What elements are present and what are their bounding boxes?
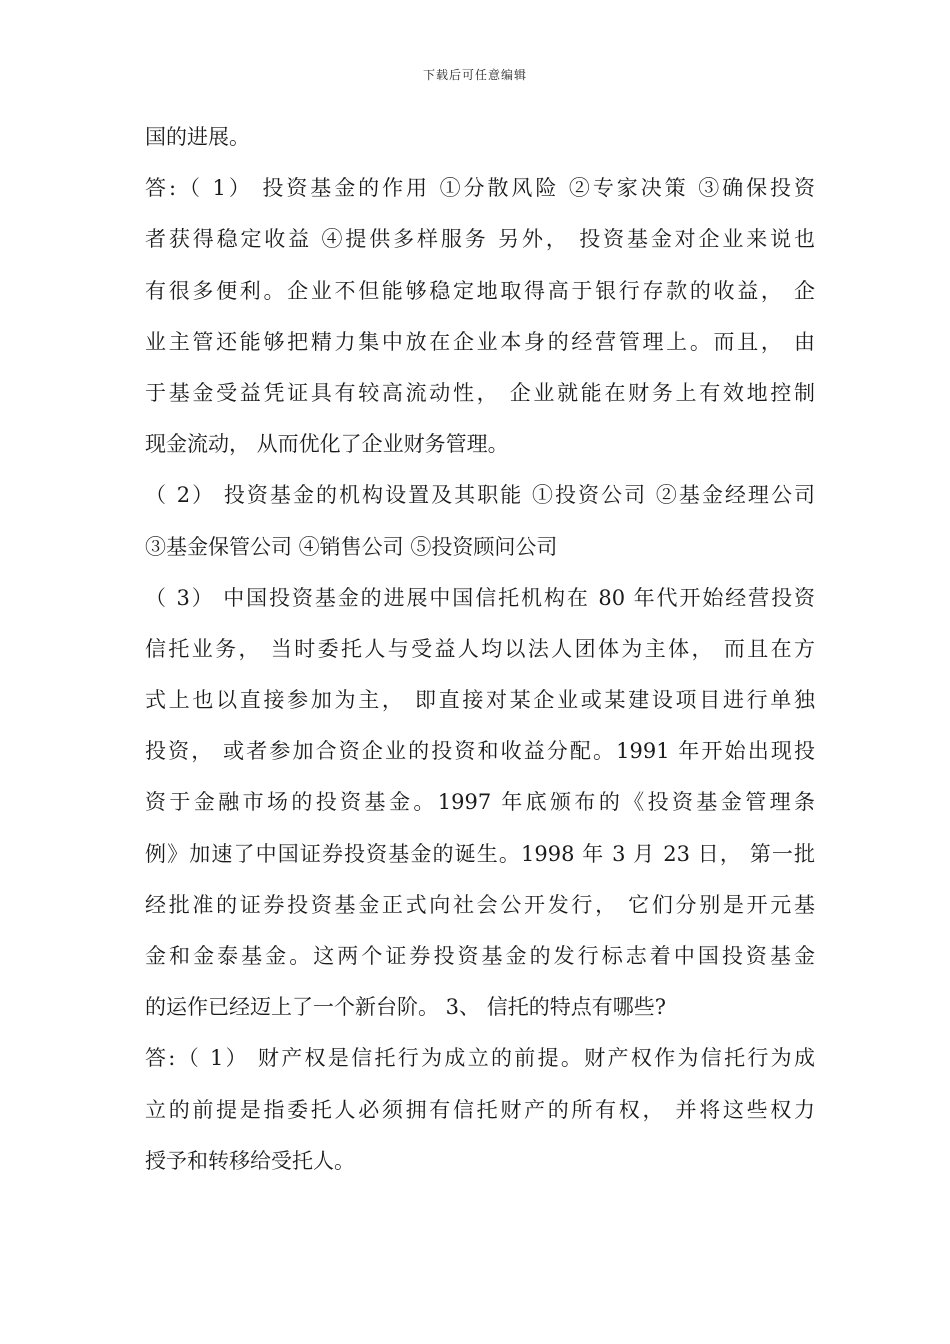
text-line: 例》加速了中国证券投资基金的诞生。1998 年 3 月 23 日， 第一批	[145, 841, 815, 866]
text-line: ③基金保管公司 ④销售公司 ⑤投资顾问公司	[145, 534, 558, 559]
text-line: 金和金泰基金。这两个证券投资基金的发行标志着中国投资基金	[145, 944, 815, 968]
text-line: （ 3） 中国投资基金的进展中国信托机构在 80 年代开始经营投资	[145, 585, 815, 610]
text-line: 答:（ 1） 投资基金的作用 ①分散风险 ②专家决策 ③确保投资	[145, 176, 815, 201]
text-line: 的运作已经迈上了一个新台阶。 3、 信托的特点有哪些?	[145, 995, 666, 1020]
text-line: 业主管还能够把精力集中放在企业本身的经营管理上。而且， 由	[145, 329, 815, 354]
text-line: 者获得稳定收益 ④提供多样服务 另外， 投资基金对企业来说也	[145, 227, 815, 252]
document-body	[145, 112, 815, 1187]
text-line: 式上也以直接参加为主， 即直接对某企业或某建设项目进行单独	[145, 688, 815, 713]
text-line: 信托业务， 当时委托人与受益人均以法人团体为主体， 而且在方	[145, 636, 815, 661]
text-line: 于基金受益凭证具有较高流动性， 企业就能在财务上有效地控制	[145, 380, 815, 405]
text-line: 授予和转移给受托人。	[145, 1148, 355, 1173]
page-header: 下载后可任意编辑	[422, 68, 527, 82]
text-line: 有很多便利。企业不但能够稳定地取得高于银行存款的收益， 企	[145, 278, 815, 303]
text-line: 现金流动， 从而优化了企业财务管理。	[145, 432, 509, 457]
text-line: 投资， 或者参加合资企业的投资和收益分配。1991 年开始出现投	[145, 739, 815, 764]
text-line: 立的前提是指委托人必须拥有信托财产的所有权， 并将这些权力	[145, 1097, 815, 1122]
text-line: （ 2） 投资基金的机构设置及其职能 ①投资公司 ②基金经理公司	[145, 483, 815, 508]
text-line: 答:（ 1） 财产权是信托行为成立的前提。财产权作为信托行为成	[145, 1046, 815, 1071]
text-line: 资于金融市场的投资基金。1997 年底颁布的《投资基金管理条	[145, 790, 815, 815]
text-line: 国的进展。	[145, 125, 250, 149]
text-line: 经批准的证券投资基金正式向社会公开发行， 它们分别是开元基	[145, 892, 815, 917]
